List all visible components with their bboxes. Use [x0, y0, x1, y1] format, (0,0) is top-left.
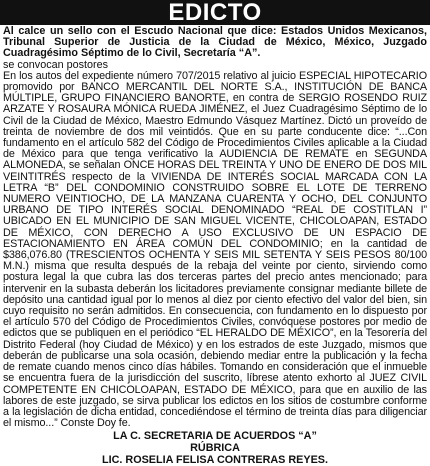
- convocation-line: se convocan postores: [3, 58, 109, 71]
- signature-name: LIC. ROSELIA FELISA CONTRERAS REYES.: [102, 454, 328, 466]
- edict-body: En los autos del expediente número 707/2015 relativo al juicio ESPECIAL HIPOTECARIO promovido por BANCO MERCANTIL DEL NORTE S.A., INSTITUCIÓN DE BANCA MÚLTIPLE, GRUPO FINANCIERO BANORTE, en contra de SERGIO ROSENDO RUIZ ARZATE Y ROSAURA MÓNICA RUEDA JIMÉNEZ, el Juez Cuadragésimo Séptimo de lo Civil de la Ciudad de México, Maestro Edmundo Vásquez Martínez. Dictó un proveído de treinta de noviembre de dos mil veintidós. Que en su parte conducente dice: “...Con fundamento en el artículo 582 del Código de Procedimientos Civiles aplicable a la Ciudad de México para que tenga verificativo la AUDIENCIA DE REMATE en SEGUNDA ALMONEDA, se señalan ONCE HORAS DEL TREINTA Y UNO DE ENERO DE DOS MIL VEINTITRÉS respecto de la VIVIENDA DE INTERÉS SOCIAL MARCADA CON LA LETRA “B” DEL CONDOMINIO CONSTRUIDO SOBRE EL LOTE DE TERRENO NUMERO VEINTIOCHO, DE LA MANZANA CUARENTA Y OCHO, DEL CONJUNTO URBANO DE TIPO INTERÉS SOCIAL DENOMINADO “REAL DE COSTITLAN I” UBICADO EN EL MUNICIPIO DE SAN MIGUEL VICENTE, CHICOLOAPAN, ESTADO DE MÉXICO, CON DERECHO A USO EXCLUSIVO DE UN ESPACIO DE ESTACIONAMIENTO EN ÁREA COMÚN DEL CONDOMINIO; en la cantidad de $386,076.80 (TRESCIENTOS OCHENTA Y SEIS MIL SETENTA Y SEIS PESOS 80/100 M.N.) misma que resulta después de la rebaja del veinte por ciento, sirviendo como postura legal la que cubra las dos terceras partes del precio antes mencionado; para intervenir en la subasta deberán los licitadores previamente consignar mediante billete de depósito una cantidad igual por lo menos al diez por ciento efectivo del valor del bien, sin cuyo requisito no serán admitidos. En consecuencia, con fundamento en lo dispuesto por el artículo 570 del Código de Procedimientos Civiles, convóquese postores por medio de edictos que se publiquen en el periódico “EL HERALDO DE MÉXICO”, en la Tesorería del Distrito Federal (hoy Ciudad de México) y en los estrados de este Juzgado, mismos que deberán de publicarse una sola ocasión, debiendo mediar entre la publicación y la fecha de remate cuando menos cinco días hábiles. Tomando en consideración que el inmueble se encuentra fuera de la jurisdicción del suscrito, líbrese atento exhorto al JUEZ CIVIL COMPETENTE EN CHICOLOAPAN, ESTADO DE MÉXICO, para que en auxilio de las labores de este juzgado, se sirva publicar los edictos en los sitios de costumbre conforme a la legislación de dicha entidad, concediéndose el término de treinta días para diligenciar el mismo...” Conste Doy fe.: [3, 69, 427, 430]
- seal-description: Al calce un sello con el Escudo Nacional que dice: Estados Unidos Mexicanos, Tribunal Superior de Justicia de la Ciudad de México, México, Juzgado Cuadragésimo Séptimo de lo Civil, Secretaría “A”.: [3, 25, 427, 60]
- signature-title: LA C. SECRETARIA DE ACUERDOS “A”: [113, 430, 317, 443]
- signature-rubrica: RÚBRICA: [190, 442, 240, 455]
- edict-title: EDICTO: [0, 0, 430, 25]
